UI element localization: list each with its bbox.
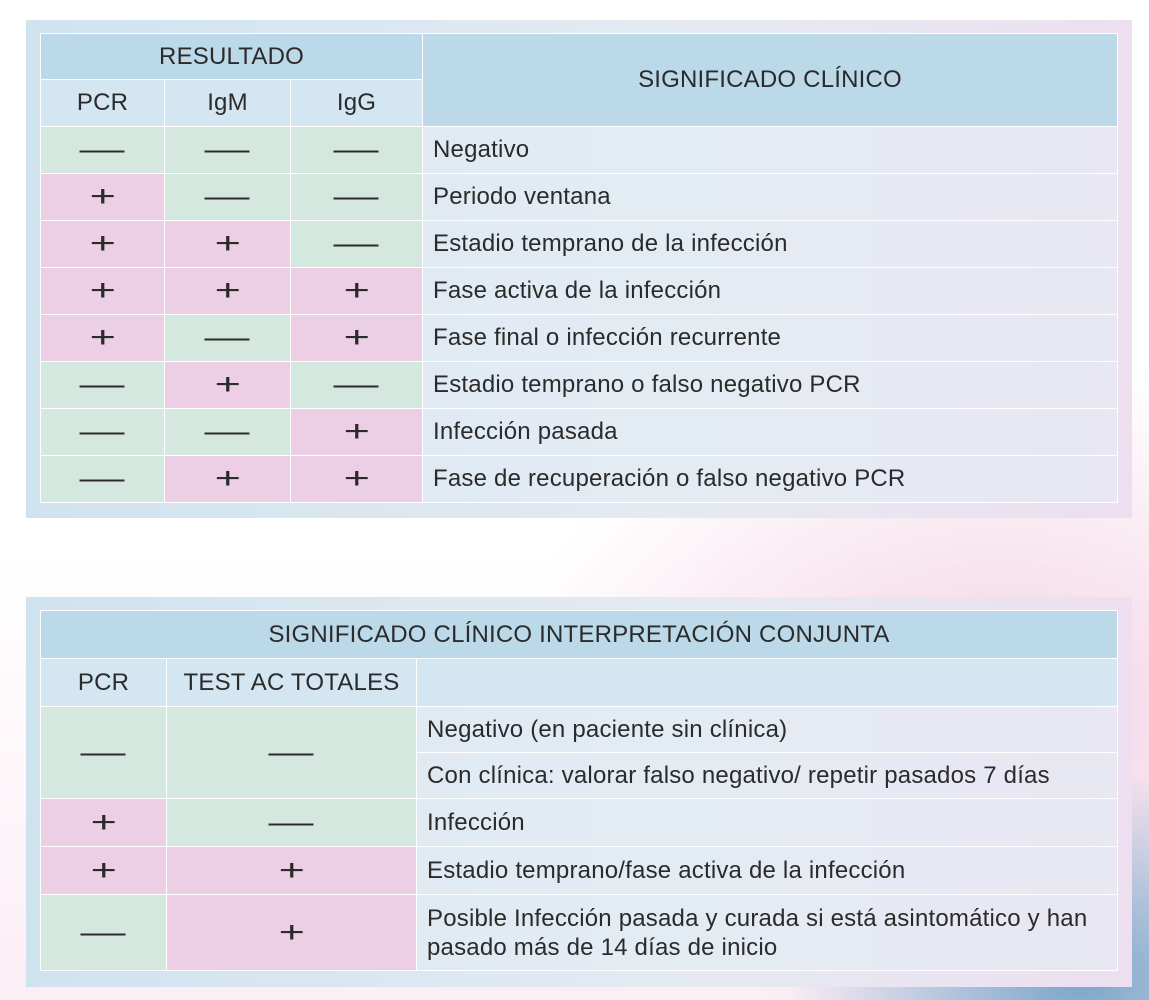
meaning-cell: Negativo [423, 127, 1118, 174]
igg-column-header: IgG [291, 80, 423, 127]
ac-cell: — [167, 799, 417, 847]
results-table-panel [26, 20, 1132, 518]
ac-cell: + [167, 847, 417, 895]
meaning-cell: Periodo ventana [423, 174, 1118, 221]
pcr-cell: — [41, 362, 165, 409]
meaning-cell: Fase activa de la infección [423, 268, 1118, 315]
igg-cell: + [291, 268, 423, 315]
meaning-cell: Con clínica: valorar falso negativo/ repetir pasados 7 días [417, 753, 1118, 799]
pcr-column-header: PCR [41, 80, 165, 127]
table-row [41, 362, 1118, 409]
pcr-cell: + [41, 315, 165, 362]
igm-cell: + [165, 221, 291, 268]
table-row [41, 799, 1118, 847]
meaning-cell: Estadio temprano/fase activa de la infección [417, 847, 1118, 895]
meaning-cell: Estadio temprano de la infección [423, 221, 1118, 268]
table-row [41, 221, 1118, 268]
igm-cell: — [165, 409, 291, 456]
table-row [41, 895, 1118, 971]
igm-cell: + [165, 362, 291, 409]
meaning-cell: Fase de recuperación o falso negativo PCR [423, 456, 1118, 503]
pcr-cell: + [41, 174, 165, 221]
table-row [41, 315, 1118, 362]
pcr-cell: + [41, 799, 167, 847]
significado-header: SIGNIFICADO CLÍNICO [423, 34, 1118, 127]
igm-cell: — [165, 174, 291, 221]
resultado-header: RESULTADO [41, 34, 423, 80]
meaning-cell: Infección pasada [423, 409, 1118, 456]
ac-totales-column-header: TEST AC TOTALES [167, 659, 417, 707]
meaning-column-header [417, 659, 1118, 707]
joint-interpretation-panel [26, 597, 1132, 987]
ac-cell: — [167, 707, 417, 799]
pcr-cell: — [41, 456, 165, 503]
joint-interpretation-table [40, 610, 1118, 971]
igg-cell: + [291, 456, 423, 503]
igg-cell: — [291, 127, 423, 174]
igg-cell: + [291, 315, 423, 362]
table-row [41, 268, 1118, 315]
meaning-cell: Estadio temprano o falso negativo PCR [423, 362, 1118, 409]
ac-cell: + [167, 895, 417, 971]
meaning-cell: Infección [417, 799, 1118, 847]
results-table [40, 33, 1118, 503]
igg-cell: — [291, 221, 423, 268]
pcr-cell: + [41, 847, 167, 895]
pcr-cell: + [41, 221, 165, 268]
igm-cell: + [165, 456, 291, 503]
meaning-cell: Fase final o infección recurrente [423, 315, 1118, 362]
table-row [41, 707, 1118, 753]
meaning-cell: Posible Infección pasada y curada si está asintomático y han pasado más de 14 días de inicio [417, 895, 1118, 971]
pcr-cell: — [41, 895, 167, 971]
pcr-cell: — [41, 707, 167, 799]
table-row [41, 409, 1118, 456]
igg-cell: + [291, 409, 423, 456]
pcr-cell: — [41, 127, 165, 174]
pcr-cell: + [41, 268, 165, 315]
igg-cell: — [291, 174, 423, 221]
table-row [41, 456, 1118, 503]
meaning-cell: Negativo (en paciente sin clínica) [417, 707, 1118, 753]
pcr-cell: — [41, 409, 165, 456]
table-row [41, 847, 1118, 895]
pcr-column-header: PCR [41, 659, 167, 707]
igg-cell: — [291, 362, 423, 409]
table-row [41, 174, 1118, 221]
igm-cell: — [165, 127, 291, 174]
igm-cell: — [165, 315, 291, 362]
table-row [41, 127, 1118, 174]
igm-column-header: IgM [165, 80, 291, 127]
joint-interpretation-title: SIGNIFICADO CLÍNICO INTERPRETACIÓN CONJUNTA [41, 611, 1118, 659]
igm-cell: + [165, 268, 291, 315]
